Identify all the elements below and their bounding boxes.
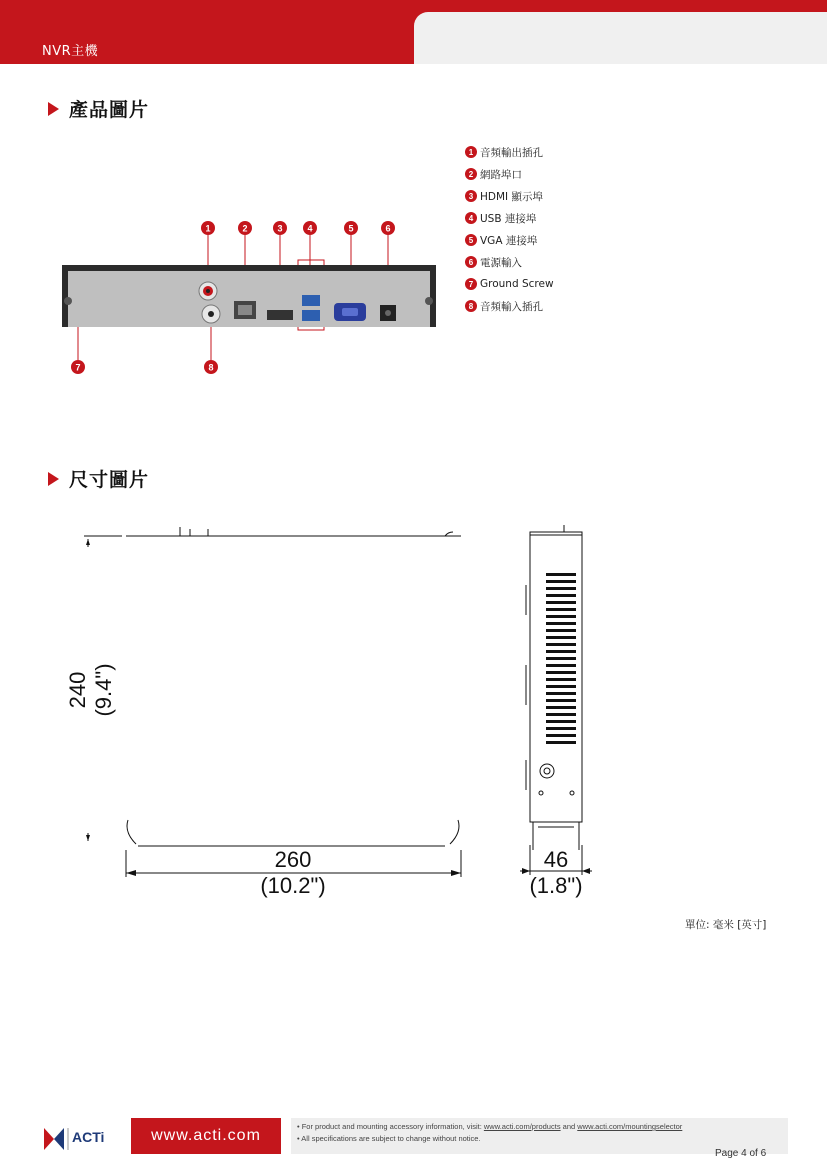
depth-inch-label: (1.8") [529,873,583,898]
legend-label: VGA 連接埠 [480,234,538,247]
page-number: Page 4 of 6 [715,1148,767,1159]
badge-number: 4 [465,212,477,224]
dimension-drawing [60,515,620,905]
depth-mm-label: 46 [543,847,569,872]
svg-text:7: 7 [75,362,81,373]
red-triangle-icon [48,102,59,116]
section-heading-dimensions [48,465,149,492]
badge-number: 6 [465,256,477,268]
svg-text:2: 2 [242,223,248,234]
acti-logo [44,1124,128,1154]
badge-number: 7 [465,278,477,290]
svg-text:8: 8 [208,362,214,373]
document-title: NVR主機 [42,44,99,59]
legend-item [465,163,554,185]
svg-text:1: 1 [205,223,211,234]
legend-item [465,185,554,207]
badge-number: 3 [465,190,477,202]
nvr-rear-panel-image [58,215,443,375]
svg-text:4: 4 [307,223,313,234]
info-line-2: • All specifications are subject to change without notice. [297,1134,481,1143]
section-title: 產品圖片 [69,99,150,121]
legend-label: HDMI 顯示埠 [480,190,543,203]
info-and: and [560,1122,578,1131]
legend-item [465,273,554,295]
width-mm-label: 260 [274,847,312,872]
legend-item [465,251,554,273]
legend-label: 電源輸入 [480,256,522,269]
products-link[interactable]: www.acti.com/products [483,1122,561,1131]
svg-text:3: 3 [277,223,283,234]
page-footer [0,1110,827,1170]
info-prefix: • For product and mounting accessory information, visit: [297,1122,484,1131]
badge-number: 1 [465,146,477,158]
legend-label: 音頻輸出插孔 [480,146,543,159]
legend-item [465,229,554,251]
legend-item [465,207,554,229]
header-tab-box [414,12,827,64]
badge-number: 5 [465,234,477,246]
svg-text:5: 5 [348,223,354,234]
logo-text: ACTi [72,1129,105,1145]
units-note: 單位: 毫米 [英寸] [685,919,767,931]
section-heading-product [48,95,149,122]
mountingselector-link[interactable]: www.acti.com/mountingselector [577,1122,683,1131]
legend-label: Ground Screw [480,278,554,290]
info-line-1 [297,1121,782,1133]
badge-number: 8 [465,300,477,312]
height-mm-label: 240 [65,671,90,709]
port-legend [465,141,554,317]
website-link[interactable]: www.acti.com [131,1118,281,1154]
footer-info [291,1118,788,1154]
legend-item [465,141,554,163]
page-header [0,0,827,64]
svg-text:6: 6 [385,223,391,234]
legend-label: 音頻輸入插孔 [480,300,543,313]
width-inch-label: (10.2") [260,873,326,898]
legend-item [465,295,554,317]
section-title: 尺寸圖片 [69,469,150,491]
legend-label: 網路埠口 [480,168,522,181]
legend-label: USB 連接埠 [480,212,537,225]
red-triangle-icon [48,472,59,486]
badge-number: 2 [465,168,477,180]
height-inch-label: (9.4") [91,663,116,717]
